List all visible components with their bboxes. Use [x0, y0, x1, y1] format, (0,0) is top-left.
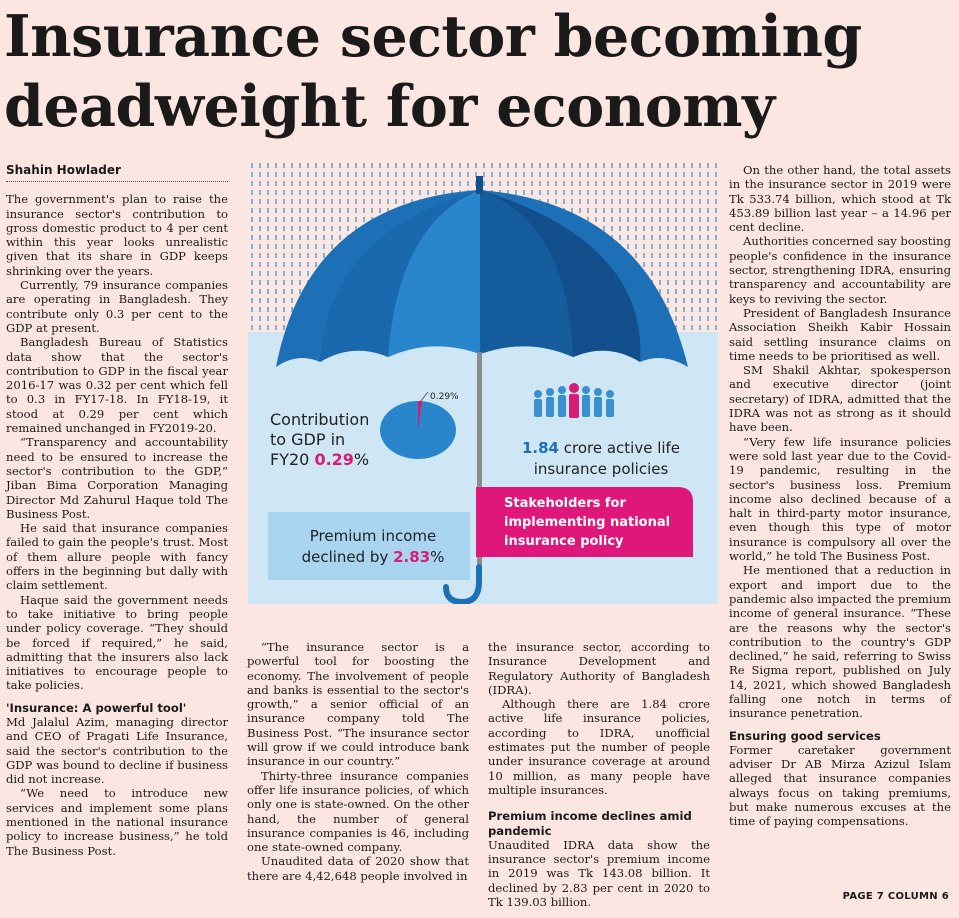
paragraph: SM Shakil Akhtar, spokesperson and executive director (joint secretary) of IDRA, admitted that the IDRA was not as strong as it should have been. [729, 363, 951, 435]
premium-unit: % [430, 548, 445, 566]
policies-text [516, 438, 686, 480]
column-2 [247, 640, 469, 883]
paragraph: Md Jalalul Azim, managing director and CEO of Pragati Life Insurance, said the sector's contribution to the GDP was bound to decline if business did not increase. [6, 714, 228, 787]
paragraph: President of Bangladesh Insurance Association Sheikh Kabir Hossain said settling insurance claims on time needs to be prioritised as well. [729, 305, 951, 363]
pie-value-label: 0.29% [430, 392, 459, 402]
column-4 [729, 163, 951, 829]
subheading: Premium income declines amid pandemic [488, 809, 692, 838]
infographic [248, 162, 718, 604]
headline-line1: Insurance sector becoming [4, 3, 862, 70]
gdp-label: Contribution to GDP in FY20 [270, 410, 370, 469]
paragraph: Authorities concerned say boosting people's confidence in the insurance sector, strengthening IDRA, ensuring transparency and accountability are keys to reviving the sector. [729, 234, 952, 306]
paragraph: Currently, 79 insurance companies are operating in Bangladesh. They contribute only 0.3 per cent to the GDP at present. [6, 278, 228, 335]
column-1 [6, 163, 228, 858]
policies-value: 1.84 [521, 439, 559, 457]
subheading: Ensuring good services [729, 728, 881, 743]
paragraph: The government's plan to raise the insurance sector's contribution to gross domestic product to 4 per cent within this year looks unrealistic given that its share in GDP keeps shrinking over the years. [6, 192, 228, 278]
gdp-unit: % [353, 450, 370, 469]
paragraph: Thirty-three insurance companies offer life insurance policies, of which only one is state-owned. On the other hand, the number of general insurance companies is 46, including one state-owned company. [247, 768, 469, 855]
paragraph: On the other hand, the total assets in the insurance sector in 2019 were Tk 533.74 billion, which stood at Tk 453.89 billion last year – a 14.96 per cent decline. [729, 163, 951, 235]
policies-label: crore active life insurance policies [533, 439, 681, 478]
stakeholders-text: Stakeholders for implementing national insurance policy [504, 496, 671, 549]
premium-text [278, 526, 468, 568]
paragraph: Bangladesh Bureau of Statistics data show that the sector's contribution to GDP in the fiscal year 2016-17 was 0.32 per cent which fell to 0.3 in FY17-18. In FY18-19, it stood at 0.29 per cent which remained unchanged in FY2019-20. [6, 335, 228, 436]
gdp-contribution-text [270, 410, 380, 470]
paragraph: Unaudited IDRA data show the insurance sector's premium income in 2019 was Tk 143.08 billion. It declined by 2.83 per cent in 2020 to Tk 139.03 billion. [488, 837, 710, 910]
gdp-value: 0.29 [314, 450, 354, 469]
premium-label: Premium income declined by [301, 527, 437, 566]
subheading: 'Insurance: A powerful tool' [6, 700, 187, 715]
premium-value: 2.83 [393, 548, 431, 566]
paragraph: He said that insurance companies failed to gain the people's trust. Most of them allure people with fancy offers in the beginning but dally with claim settlement. [6, 521, 228, 593]
paragraph: Former caretaker government adviser Dr AB Mirza Azizul Islam alleged that insurance companies always focus on taking premiums, but make numerous excuses at the time of paying compensations. [729, 742, 951, 829]
headline-line2: deadweight for economy [4, 73, 775, 140]
page-reference: PAGE 7 COLUMN 6 [842, 891, 949, 902]
paragraph: the insurance sector, according to Insurance Development and Regulatory Authority of Bangladesh (IDRA). [488, 640, 710, 697]
paragraph: Although there are 1.84 crore active life insurance policies, according to IDRA, unofficial estimates put the number of people under insurance coverage at around 10 million, as many people have multiple insurances. [488, 697, 710, 797]
paragraph: “Very few life insurance policies were sold last year due to the Covid-19 pandemic, resulting in the sector's business loss. Premium income also declined because of a halt in third-party motor insurance, even though this type of motor insurance is compulsory all over the world,” he told The Business Post. [729, 434, 951, 564]
headline [4, 2, 959, 142]
paragraph: “Transparency and accountability need to be ensured to increase the sector's contribution to the GDP,” Jiban Bima Corporation Managing Director Md Zahurul Haque told The Business Post. [6, 435, 228, 521]
column-3 [488, 640, 710, 909]
paragraph: He mentioned that a reduction in export and import due to the pandemic also impacted the premium income of general insurance. “These are the reasons why the sector's contribution to the country's GDP declined,” he said, referring to Swiss Re Sigma report, published on July 14, 2021, which showed Bangladesh falling one notch in terms of insurance penetration. [729, 563, 952, 721]
paragraph: “We need to introduce new services and implement some plans mentioned in the national insurance policy to increase business,” he told The Business Post. [6, 786, 228, 858]
paragraph: “The insurance sector is a powerful tool for boosting the economy. The involvement of people and banks is essential to the sector's growth,” a senior official of an insurance company told The Business Post. “The insurance sector will grow if we could introduce bank insurance in our country.” [247, 640, 469, 769]
paragraph: Haque said the government needs to take initiative to bring people under policy coverage. “They should be forced if required,” he said, admitting that the insurers also lack initiatives to encourage people to take policies. [6, 592, 228, 693]
byline: Shahin Howlader [6, 163, 228, 182]
paragraph: Unaudited data of 2020 show that there are 4,42,648 people involved in [247, 854, 469, 883]
